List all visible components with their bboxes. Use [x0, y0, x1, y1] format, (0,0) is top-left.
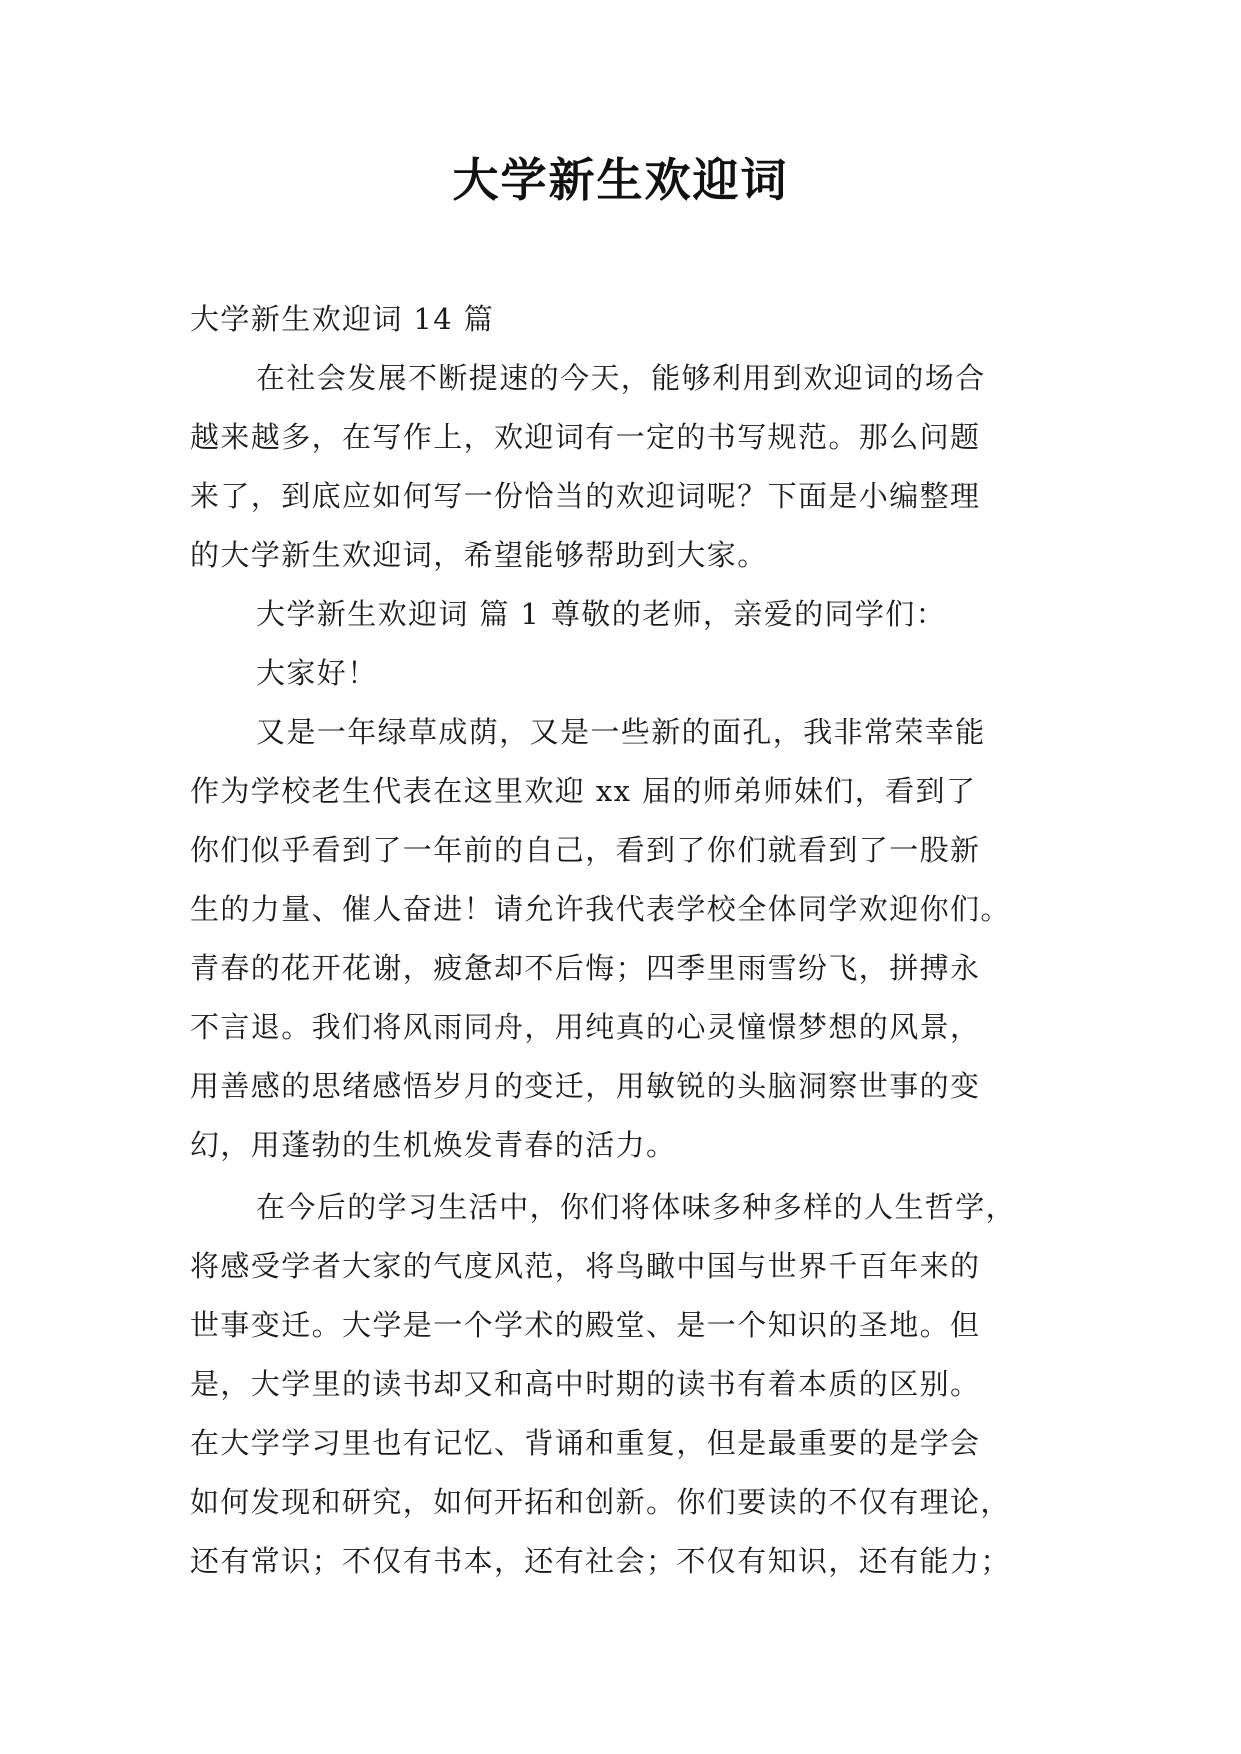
paragraph-line: 将感受学者大家的气度风范，将鸟瞰中国与世界千百年来的	[190, 1249, 981, 1283]
paragraph-line: 在大学学习里也有记忆、背诵和重复，但是最重要的是学会	[190, 1426, 981, 1460]
section-heading-line: 大学新生欢迎词 篇 1 尊敬的老师，亲爱的同学们：	[256, 597, 947, 631]
paragraph-line: 如何发现和研究，如何开拓和创新。你们要读的不仅有理论，	[190, 1485, 1011, 1519]
paragraph-line: 又是一年绿草成荫，又是一些新的面孔，我非常荣幸能	[256, 715, 986, 749]
paragraph-line: 是，大学里的读书却又和高中时期的读书有着本质的区别。	[190, 1367, 981, 1401]
greeting-line: 大家好！	[256, 656, 378, 690]
paragraph-line: 在社会发展不断提速的今天，能够利用到欢迎词的场合	[256, 361, 986, 395]
paragraph-line: 青春的花开花谢，疲惫却不后悔；四季里雨雪纷飞，拼搏永	[190, 951, 981, 985]
paragraph-line: 的大学新生欢迎词，希望能够帮助到大家。	[190, 538, 768, 572]
paragraph-line: 在今后的学习生活中，你们将体味多种多样的人生哲学，	[256, 1190, 1017, 1224]
document-body	[190, 290, 1056, 1591]
paragraph-line: 你们似乎看到了一年前的自己，看到了你们就看到了一股新	[190, 833, 981, 867]
paragraph-line: 用善感的思绪感悟岁月的变迁，用敏锐的头脑洞察世事的变	[190, 1069, 981, 1103]
paragraph-line: 越来越多，在写作上，欢迎词有一定的书写规范。那么问题	[190, 420, 981, 454]
paragraph-line: 生的力量、催人奋进！请允许我代表学校全体同学欢迎你们。	[190, 892, 1011, 926]
document-title: 大学新生欢迎词	[452, 153, 789, 207]
subtitle-line: 大学新生欢迎词 14 篇	[190, 302, 495, 336]
paragraph-line: 作为学校老生代表在这里欢迎 xx 届的师弟师妹们，看到了	[190, 774, 977, 808]
paragraph-line: 幻，用蓬勃的生机焕发青春的活力。	[190, 1128, 677, 1162]
paragraph-line: 来了，到底应如何写一份恰当的欢迎词呢？下面是小编整理	[190, 479, 981, 513]
paragraph-line: 还有常识；不仅有书本，还有社会；不仅有知识，还有能力；	[190, 1544, 1011, 1578]
paragraph-line: 不言退。我们将风雨同舟，用纯真的心灵憧憬梦想的风景，	[190, 1010, 981, 1044]
paragraph-line: 世事变迁。大学是一个学术的殿堂、是一个知识的圣地。但	[190, 1308, 981, 1342]
